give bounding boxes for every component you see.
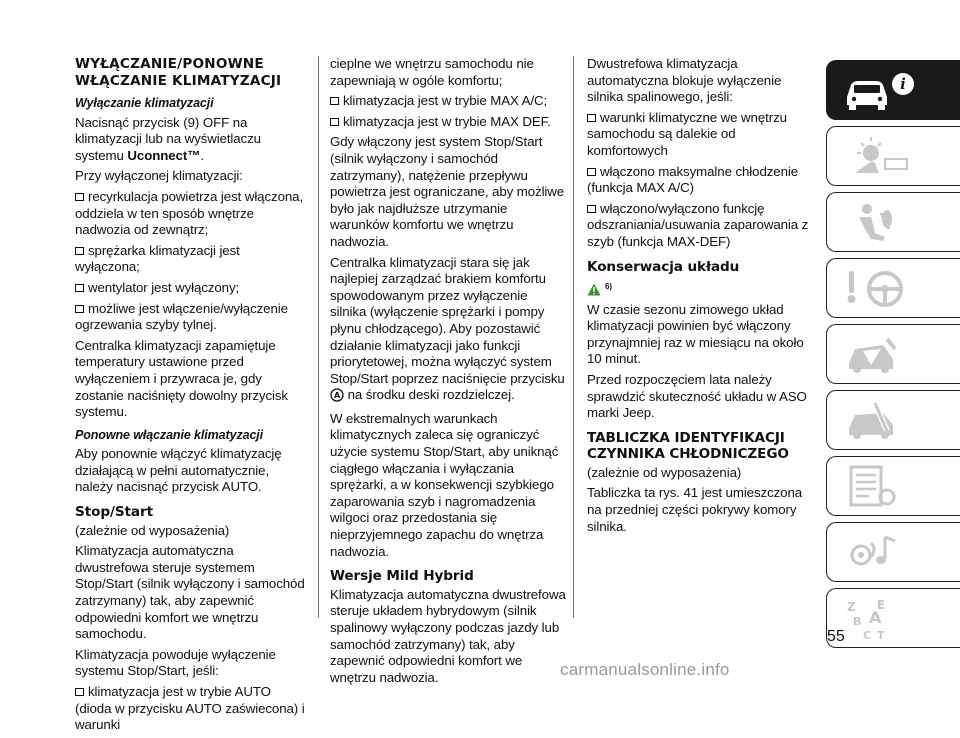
list-item — [75, 280, 307, 297]
column-3 — [587, 56, 819, 539]
bullet-square-icon — [75, 247, 84, 255]
dashboard-lights-icon — [841, 133, 941, 181]
page-number: 55 — [827, 628, 845, 645]
paragraph: cieplne we wnętrzu samochodu nie zapewniają w ogóle komfortu; — [330, 56, 534, 88]
paragraph: (zależnie od wyposażenia) — [587, 464, 742, 480]
steering-wheel-icon — [841, 265, 941, 313]
svg-text:E: E — [877, 598, 886, 612]
text: Nacisnąć przycisk (9) OFF na klimatyzacji lub na wyświetlaczu systemu — [75, 114, 261, 163]
paragraph: Przed rozpoczęciem lata należy sprawdzić skuteczność układu w ASO marki Jeep. — [587, 372, 807, 421]
paragraph: W ekstremalnych warunkach klimatycznych zaleca się ograniczyć użycie systemu Stop/Start, aby uniknąć ciągłego włączania i wyłączania sprężarki, a w konsekwencji szybkiego zaparowania szyb i nagromadzenia wilgoci oraz przedostania się nieprzyjemnego zapachu do wnętrza nadwozia. — [330, 410, 559, 559]
svg-text:C: C — [863, 629, 872, 642]
stop-start-button-icon — [330, 388, 344, 407]
svg-text:i: i — [900, 75, 906, 93]
bullet-square-icon — [75, 193, 84, 201]
bullet-square-icon — [75, 284, 84, 292]
technical-data-icon — [841, 463, 941, 511]
paragraph: Aby ponownie włączyć klimatyzację działającą w pełni automatycznie, należy nacisnąć przycisk AUTO. — [75, 446, 282, 495]
bullet-square-icon — [330, 97, 339, 105]
svg-text:B: B — [853, 615, 862, 628]
paragraph: Gdy włączony jest system Stop/Start (silnik wyłączony i samochód zatrzymany), natężenie przepływu powietrza jest ograniczane, aby możliwe było jak najdłuższe utrzymanie warunków komfortu we wnętrzu nadwozia. — [330, 134, 565, 249]
index-alphabet-icon — [841, 595, 941, 643]
bullet-square-icon — [330, 118, 339, 126]
subheading-climate-on: Ponowne włączanie klimatyzacji — [75, 427, 264, 442]
section-heading-maintenance: Konserwacja układu — [587, 258, 740, 275]
list-item-text: klimatyzacja jest w trybie MAX A/C; — [343, 93, 548, 109]
car-emergency-icon — [841, 331, 941, 379]
list-item-text: warunki klimatyczne we wnętrzu samochodu są dalekie od komfortowych — [587, 109, 787, 158]
paragraph: Tabliczka ta rys. 41 jest umieszczona na przedniej części pokrywy komory silnika. — [587, 485, 803, 534]
tab-emergency[interactable] — [826, 324, 960, 384]
bullet-square-icon — [75, 305, 84, 313]
paragraph: Klimatyzacja automatyczna dwustrefowa steruje układem hybrydowym (silnik spalinowy wyłączony podczas jazdy lub samochód zatrzymany) tak, aby zapewnić odpowiedni komfort we wnętrzu nadwozia. — [330, 586, 566, 685]
list-item — [330, 93, 566, 110]
list-item-text: klimatyzacja jest w trybie AUTO (dioda w przycisku AUTO zaświecona) i warunki — [75, 683, 305, 733]
paragraph: W czasie sezonu zimowego układ klimatyzacji powinien być włączony przynajmniej raz w miesiącu na około 10 minut. — [587, 301, 804, 367]
list-item — [75, 243, 307, 276]
bullet-list — [75, 189, 307, 334]
list-item-text: recyrkulacja powietrza jest włączona, oddziela w ten sposób wnętrze nadwozia od zewnątrz; — [75, 188, 304, 238]
bullet-square-icon — [587, 205, 596, 213]
section-heading-stop-start: Stop/Start — [75, 504, 153, 521]
tab-index[interactable] — [826, 588, 960, 648]
paragraph: Klimatyzacja automatyczna dwustrefowa steruje systemem Stop/Start (silnik wyłączony i samochód zatrzymany) tak, aby zapewnić odpowiedni komfort we wnętrzu samochodu. — [75, 543, 305, 642]
section-heading-refrigerant-label: TABLICZKA IDENTYFIKACJI CZYNNIKA CHŁODNICZEGO — [587, 429, 789, 463]
section-heading-mild-hybrid: Wersje Mild Hybrid — [330, 568, 474, 585]
multimedia-icon — [841, 529, 941, 577]
svg-text:A: A — [869, 608, 882, 627]
svg-text:Z: Z — [847, 600, 856, 614]
paragraph: Przy wyłączonej klimatyzacji: — [75, 168, 243, 184]
subheading-climate-off: Wyłączanie klimatyzacji — [75, 96, 214, 110]
uconnect-label: Uconnect™ — [127, 147, 201, 163]
tab-driving[interactable] — [826, 258, 960, 318]
list-item — [75, 301, 307, 334]
list-item — [330, 114, 566, 131]
list-item-text: sprężarka klimatyzacji jest wyłączona; — [75, 242, 240, 275]
maintenance-tools-icon — [841, 397, 941, 445]
paragraph: (zależnie od wyposażenia) — [75, 522, 230, 538]
list-item-text: możliwe jest włączenie/wyłączenie ogrzewania szyby tylnej. — [75, 300, 288, 333]
list-item-text: włączono maksymalne chłodzenie (funkcja MAX A/C) — [587, 163, 799, 196]
column-2 — [330, 56, 566, 690]
paragraph: Centralka klimatyzacji zapamiętuje temperatury ustawione przed wyłączeniem i przywraca je, gdy zostanie naciśnięty dowolny przycisk systemu. — [75, 337, 288, 420]
svg-text:T: T — [877, 629, 885, 642]
list-item — [587, 201, 819, 251]
warning-reference[interactable] — [587, 279, 612, 298]
paragraph: Klimatyzacja powoduje wyłączenie systemu Stop/Start, jeśli: — [75, 646, 276, 679]
bullet-square-icon — [587, 114, 596, 122]
airbag-safety-icon — [841, 199, 941, 247]
tab-maintenance[interactable] — [826, 390, 960, 450]
bullet-square-icon — [75, 688, 84, 696]
section-heading-climate-off: WYŁĄCZANIE/PONOWNE WŁĄCZANIE KLIMATYZACJI — [75, 56, 282, 89]
list-item — [75, 189, 307, 239]
paragraph: Dwustrefowa klimatyzacja automatyczna blokuje wyłączenie silnika spalinowego, jeśli: — [587, 56, 782, 105]
tab-dashboard[interactable] — [826, 126, 960, 186]
text: . — [200, 147, 204, 163]
column-1 — [75, 56, 307, 738]
list-item-text: klimatyzacja jest w trybie MAX DEF. — [343, 113, 551, 129]
watermark: carmanualsonline.info — [560, 660, 730, 679]
column-divider — [573, 56, 574, 618]
svg-text:A: A — [333, 391, 341, 401]
bullet-square-icon — [587, 168, 596, 176]
paragraph — [330, 255, 566, 407]
warning-triangle-icon — [587, 283, 601, 296]
list-item-text: włączono/wyłączono funkcję odszraniania/usuwania zaparowania z szyb (funkcja MAX-DEF) — [587, 200, 809, 249]
list-item — [75, 684, 307, 734]
tab-car-info[interactable] — [826, 60, 960, 120]
warning-ref-number: 6) — [605, 282, 612, 292]
text: na środku deski rozdzielczej. — [344, 387, 515, 403]
column-divider — [318, 56, 319, 618]
list-item-text: wentylator jest wyłączony; — [88, 279, 240, 295]
tab-safety[interactable] — [826, 192, 960, 252]
list-item — [587, 164, 819, 197]
car-info-icon — [841, 67, 941, 115]
list-item — [587, 110, 819, 160]
text: Centralka klimatyzacji stara się jak najlepiej zarządzać brakiem komfortu spowodowanym przez wyłączenie silnika (wyłączenie sprężarki i pompy płynu chłodzącego). Aby pozostawić działanie klimatyzacji jako funkcji priorytetowej, można wyłączyć system Stop/Start poprzez naciśnięcie przycisku — [330, 254, 565, 386]
paragraph — [75, 115, 307, 165]
tab-multimedia[interactable] — [826, 522, 960, 582]
tab-technical-data[interactable] — [826, 456, 960, 516]
